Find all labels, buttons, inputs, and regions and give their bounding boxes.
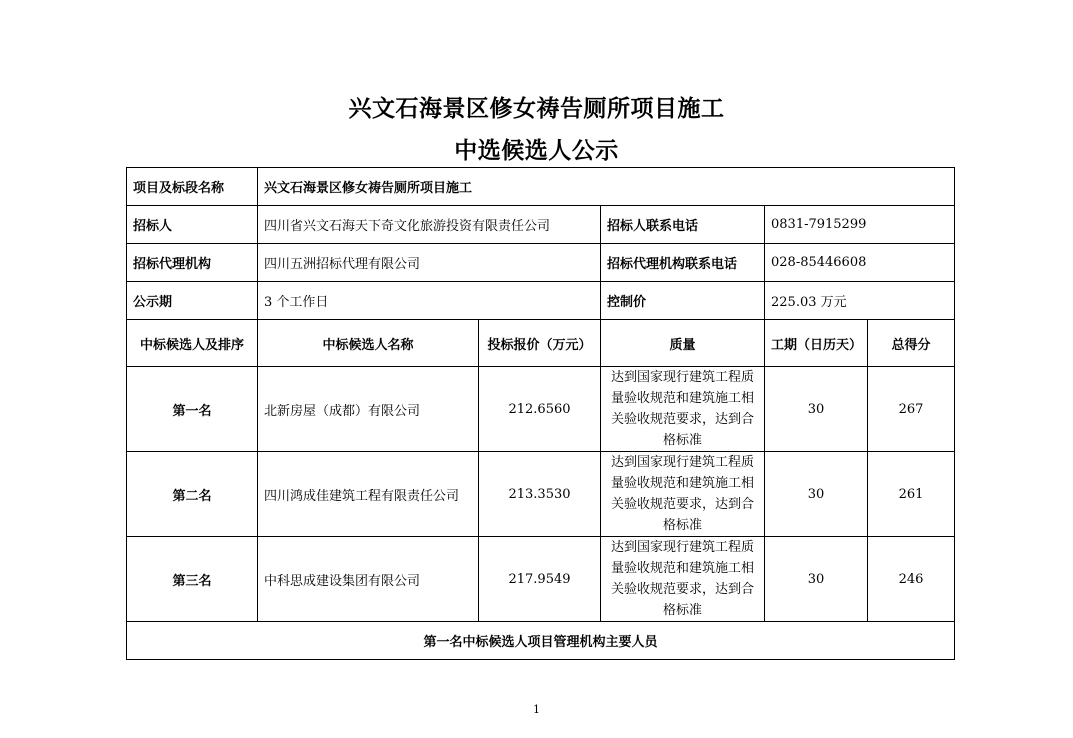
column-header-row — [127, 320, 955, 367]
candidate-bid: 213.3530 — [479, 452, 601, 537]
agency-phone-value: 028-85446608 — [765, 244, 955, 282]
control-price-value: 225.03 万元 — [765, 282, 955, 320]
candidate-duration: 30 — [765, 452, 868, 537]
candidate-rank: 第二名 — [127, 452, 258, 537]
candidate-name: 中科思成建设集团有限公司 — [258, 537, 479, 622]
tenderer-row — [127, 206, 955, 244]
agency-label: 招标代理机构 — [127, 244, 258, 282]
agency-phone-label: 招标代理机构联系电话 — [601, 244, 765, 282]
candidate-rank: 第三名 — [127, 537, 258, 622]
col-header-bid: 投标报价（万元） — [479, 320, 601, 367]
candidate-name: 四川鸿成佳建筑工程有限责任公司 — [258, 452, 479, 537]
col-header-score: 总得分 — [868, 320, 955, 367]
candidate-notice-table — [126, 167, 955, 660]
period-value: 3 个工作日 — [258, 282, 601, 320]
personnel-heading: 第一名中标候选人项目管理机构主要人员 — [127, 622, 955, 660]
table-row — [127, 537, 955, 622]
col-header-duration: 工期（日历天） — [765, 320, 868, 367]
document-title: 兴文石海景区修女祷告厕所项目施工 — [348, 96, 725, 122]
col-header-quality: 质量 — [601, 320, 765, 367]
candidate-quality: 达到国家现行建筑工程质量验收规范和建筑施工相关验收规范要求，达到合格标准 — [601, 367, 765, 452]
page-number: 1 — [533, 703, 540, 716]
candidate-name: 北新房屋（成都）有限公司 — [258, 367, 479, 452]
table-row — [127, 367, 955, 452]
project-name-label: 项目及标段名称 — [127, 168, 258, 206]
candidate-quality: 达到国家现行建筑工程质量验收规范和建筑施工相关验收规范要求，达到合格标准 — [601, 537, 765, 622]
col-header-rank: 中标候选人及排序 — [127, 320, 258, 367]
candidate-rank: 第一名 — [127, 367, 258, 452]
candidate-score: 261 — [868, 452, 955, 537]
period-label: 公示期 — [127, 282, 258, 320]
candidate-bid: 212.6560 — [479, 367, 601, 452]
project-name-value: 兴文石海景区修女祷告厕所项目施工 — [258, 168, 955, 206]
control-price-label: 控制价 — [601, 282, 765, 320]
agency-value: 四川五洲招标代理有限公司 — [258, 244, 601, 282]
period-row — [127, 282, 955, 320]
candidate-duration: 30 — [765, 367, 868, 452]
candidate-score: 246 — [868, 537, 955, 622]
project-row — [127, 168, 955, 206]
document-subtitle: 中选候选人公示 — [454, 138, 619, 164]
tenderer-phone-label: 招标人联系电话 — [601, 206, 765, 244]
candidate-bid: 217.9549 — [479, 537, 601, 622]
tenderer-label: 招标人 — [127, 206, 258, 244]
tenderer-value: 四川省兴文石海天下奇文化旅游投资有限责任公司 — [258, 206, 601, 244]
personnel-heading-row — [127, 622, 955, 660]
tenderer-phone-value: 0831-7915299 — [765, 206, 955, 244]
candidate-quality: 达到国家现行建筑工程质量验收规范和建筑施工相关验收规范要求，达到合格标准 — [601, 452, 765, 537]
candidate-score: 267 — [868, 367, 955, 452]
candidate-duration: 30 — [765, 537, 868, 622]
table-row — [127, 452, 955, 537]
col-header-name: 中标候选人名称 — [258, 320, 479, 367]
agency-row — [127, 244, 955, 282]
